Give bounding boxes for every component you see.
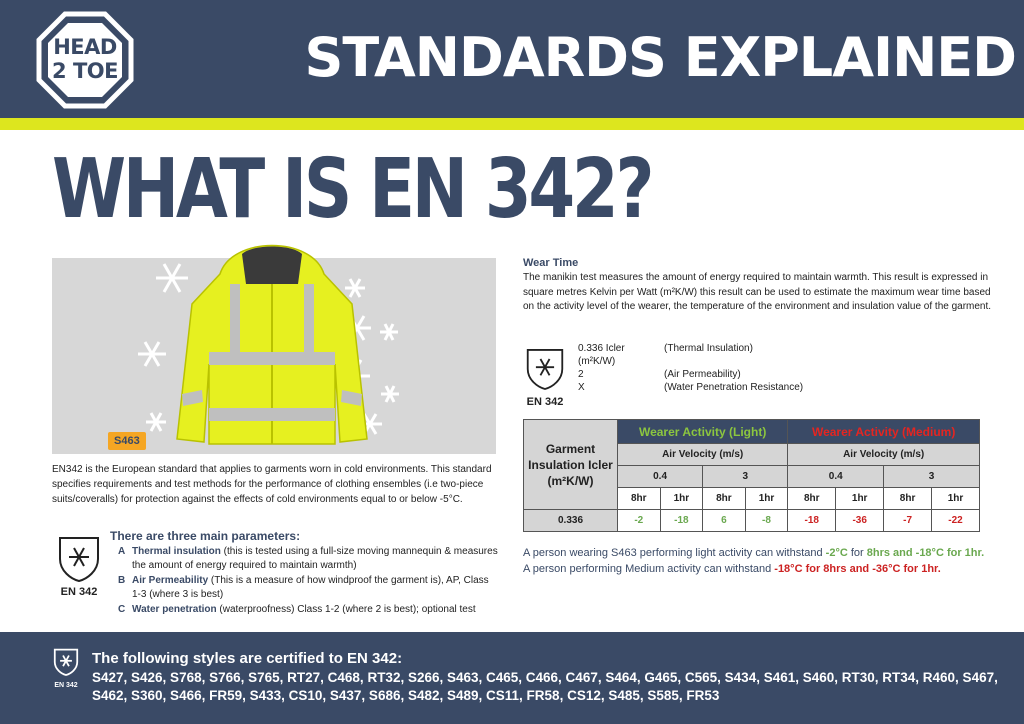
- velocity-cell: 3: [884, 466, 980, 488]
- velocity-cell: 0.4: [618, 466, 703, 488]
- accent-band: [0, 118, 1024, 130]
- en342-shield-icon: [525, 346, 565, 392]
- parameters-list: [118, 545, 498, 618]
- header-title: STANDARDS EXPLAINED: [304, 26, 1016, 89]
- temperature-cell: -8: [745, 510, 788, 532]
- jacket-icon: [177, 246, 367, 445]
- product-code-badge: S463: [108, 432, 146, 450]
- intro-text: EN342 is the European standard that applies to garments worn in cold environments. This standard specifies requirements and test methods for the performance of clothing ensembles (i.e two-piece suits/coveralls) for protection against the effects of cold environments equal to or below -5°C.: [52, 464, 492, 505]
- temperature-cell: -18: [788, 510, 836, 532]
- air-velocity-header: Air Velocity (m/s): [788, 444, 980, 466]
- duration-cell: 8hr: [788, 488, 836, 510]
- medium-activity-header: Wearer Activity (Medium): [788, 420, 980, 444]
- temperature-cell: -2: [618, 510, 661, 532]
- duration-cell: 1hr: [745, 488, 788, 510]
- en342-badge-label: EN 342: [54, 682, 78, 689]
- certified-styles-list: S427, S426, S768, S766, S765, RT27, C468, RT32, S266, S463, C465, C466, C467, S464, G465, C565, S434, S461, S460, RT30, RT34, R460, S467, S462, S360, S466, FR59, S433, CS10, S437, S686, S482, S489, CS11, FR58, CS12, S485, S585, FR53: [92, 670, 998, 703]
- parameters-title: There are three main parameters:: [110, 529, 301, 543]
- list-item: C Water penetration (waterproofness) Class 1-2 (where 2 is best); optional test: [118, 604, 476, 615]
- wear-time-body: The manikin test measures the amount of energy required to maintain warmth. This result is expressed in square metres Kelvin per Watt (m²K/W) this result can be used to estimate the maximum wear time based on the activity level of the wearer, the temperature of the environment and insulation value of the garment.: [523, 272, 992, 312]
- en342-badge-label: EN 342: [60, 586, 98, 598]
- temperature-cell: -18: [660, 510, 703, 532]
- en342-badge-label: EN 342: [526, 396, 564, 408]
- page-title: WHAT IS EN 342?: [52, 142, 652, 237]
- en342-shield-icon: [57, 535, 101, 583]
- temperature-cell: -36: [836, 510, 884, 532]
- temperature-cell: -7: [884, 510, 932, 532]
- duration-cell: 8hr: [884, 488, 932, 510]
- duration-cell: 8hr: [703, 488, 746, 510]
- jacket-illustration: [52, 244, 496, 454]
- wear-time-title: Wear Time: [523, 257, 579, 269]
- list-item: B Air Permeability (This is a measure of how windproof the garment is), AP, Class 1-3 (where 3 is best): [118, 575, 489, 600]
- velocity-cell: 0.4: [788, 466, 884, 488]
- insulation-value: 0.336: [524, 510, 618, 532]
- wear-time-table: [523, 419, 980, 532]
- footer-title: The following styles are certified to EN 342:: [92, 650, 403, 667]
- duration-cell: 1hr: [836, 488, 884, 510]
- logo-text: HEAD 2 TOE: [52, 35, 118, 83]
- duration-cell: 8hr: [618, 488, 661, 510]
- spec-list: 0.336 Icler (m²K/W) (Thermal Insulation) 2 (Air Permeability) X (Water Penetration Resistance): [578, 343, 804, 393]
- temperature-cell: -22: [932, 510, 980, 532]
- air-velocity-header: Air Velocity (m/s): [618, 444, 788, 466]
- temperature-cell: 6: [703, 510, 746, 532]
- conclusion-text: A person wearing S463 performing light activity can withstand -2°C for 8hrs and -18°C for 1hr. A person performing Medium activity can withstand -18°C for 8hrs and -36°C for 1hr.: [523, 547, 985, 575]
- duration-cell: 1hr: [660, 488, 703, 510]
- head2toe-logo: [36, 11, 134, 109]
- light-activity-header: Wearer Activity (Light): [618, 420, 788, 444]
- garment-insulation-header: Garment Insulation Icler (m²K/W): [524, 420, 618, 510]
- product-photo: [52, 258, 496, 454]
- velocity-cell: 3: [703, 466, 788, 488]
- list-item: A Thermal insulation (this is tested using a full-size moving mannequin & measures the amount of energy required to maintain warmth): [118, 546, 498, 571]
- duration-cell: 1hr: [932, 488, 980, 510]
- en342-shield-icon: [53, 647, 79, 677]
